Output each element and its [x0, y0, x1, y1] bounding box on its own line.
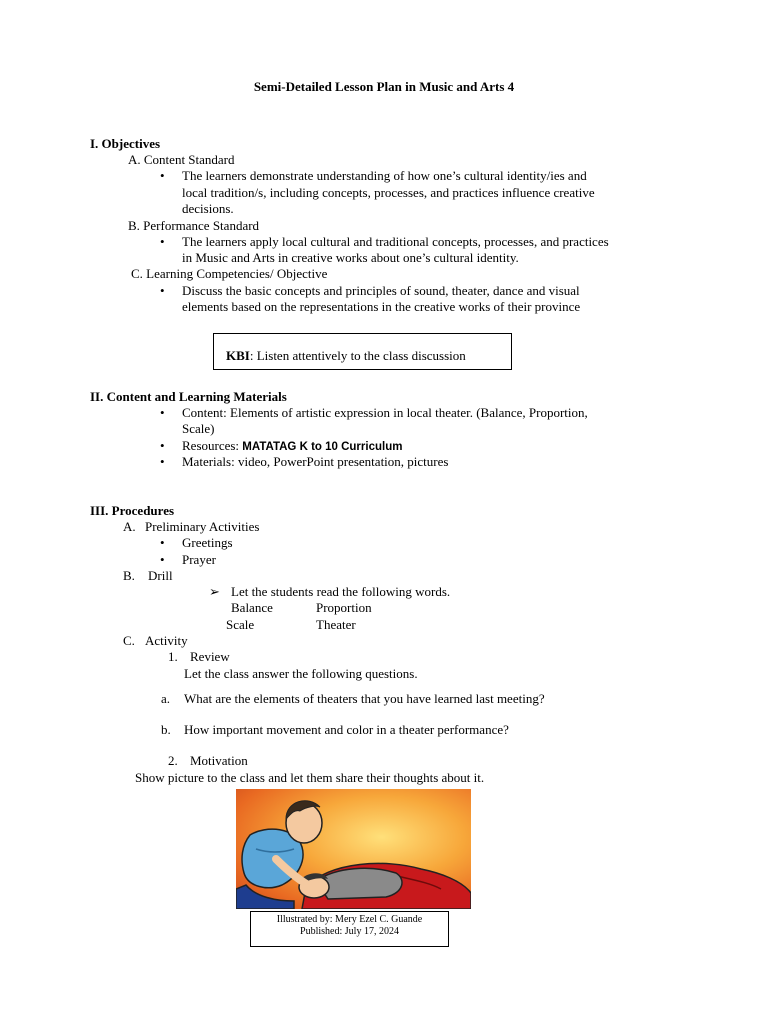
drill-instruction-text: Let the students read the following words. — [231, 584, 451, 599]
content-standard-label: A. Content Standard — [128, 152, 235, 167]
review-label: Review — [190, 649, 230, 664]
competencies-text-1: • Discuss the basic concepts and principles of sound, theater, dance and visual — [182, 283, 580, 299]
motivation-picture — [236, 789, 471, 909]
resources-label: Resources: — [182, 438, 243, 453]
preliminary-item-greetings: • Greetings — [182, 535, 233, 551]
content-heading: II. Content and Learning Materials — [90, 389, 287, 404]
competencies-label: C. Learning Competencies/ Objective — [131, 266, 328, 281]
procedures-heading: III. Procedures — [90, 503, 175, 518]
drill-word-theater: Theater — [316, 617, 356, 632]
drill-label: Drill — [148, 568, 173, 583]
motivation-text: Show picture to the class and let them share their thoughts about it. — [135, 770, 485, 785]
question-a: What are the elements of theaters that you have learned last meeting? — [184, 691, 545, 706]
content-item-2: Scale) — [182, 421, 215, 436]
review-num: 1. — [168, 649, 178, 664]
credit-published: Published: July 17, 2024 — [300, 926, 399, 937]
preliminary-label: Preliminary Activities — [145, 519, 260, 534]
question-b-num: b. — [161, 722, 171, 737]
performance-standard-text-2: in Music and Arts in creative works about one’s cultural identity. — [182, 250, 519, 265]
boy-legs — [236, 885, 294, 909]
drill-instruction — [209, 584, 451, 600]
activity-num: C. — [123, 633, 135, 648]
drill-word-scale: Scale — [226, 617, 255, 632]
resources-item — [182, 438, 402, 455]
drill-word-proportion: Proportion — [316, 600, 372, 615]
resources-value: MATATAG K to 10 Curriculum — [242, 441, 403, 453]
content-standard-text-1: • The learners demonstrate understanding of how one’s cultural identity/ies and — [182, 168, 587, 184]
objectives-heading: I. Objectives — [90, 136, 161, 151]
drill-word-balance: Balance — [231, 600, 273, 615]
review-instruction: Let the class answer the following questions. — [184, 666, 418, 681]
preliminary-num: A. — [123, 519, 136, 534]
activity-label: Activity — [145, 633, 188, 648]
content-standard-text-2: local tradition/s, including concepts, processes, and practices influence creative — [182, 185, 595, 200]
performance-standard-text-1: • The learners apply local cultural and traditional concepts, processes, and practices — [182, 234, 609, 250]
question-b: How important movement and color in a theater performance? — [184, 722, 509, 737]
preliminary-item-prayer: • Prayer — [182, 552, 216, 568]
content-standard-text-3: decisions. — [182, 201, 234, 216]
competencies-text-2: elements based on the representations in the creative works of their province — [182, 299, 581, 314]
materials-item: • Materials: video, PowerPoint presentation, pictures — [182, 454, 448, 470]
question-a-num: a. — [161, 691, 171, 706]
page-title: Semi-Detailed Lesson Plan in Music and Arts 4 — [253, 79, 515, 94]
kbi-text — [226, 348, 466, 364]
illustration-credit-box — [250, 911, 449, 947]
arrow-bullet-icon: ➢ — [209, 584, 220, 599]
motivation-label: Motivation — [190, 753, 248, 768]
performance-standard-label: B. Performance Standard — [128, 218, 260, 233]
drill-num: B. — [123, 568, 135, 583]
kbi-label: KBI — [226, 348, 250, 363]
credit-illustrator: Illustrated by: Mery Ezel C. Guande — [276, 914, 423, 925]
illustration-drawing — [236, 789, 471, 909]
kbi-value: : Listen attentively to the class discussion — [249, 348, 466, 363]
motivation-num: 2. — [168, 753, 178, 768]
content-item-1: • Content: Elements of artistic expression in local theater. (Balance, Proportion, — [182, 405, 588, 421]
